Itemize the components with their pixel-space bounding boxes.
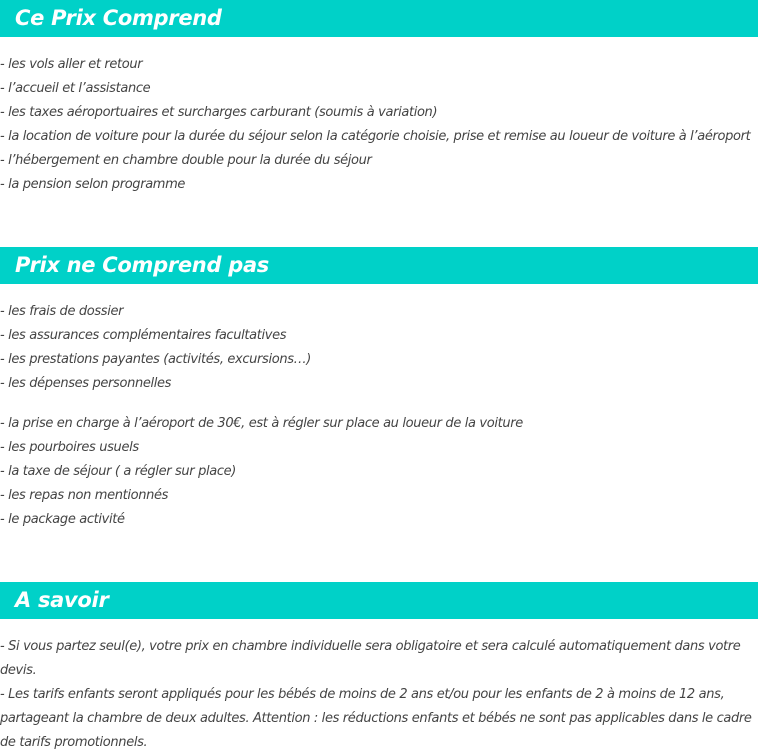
list-item: - les dépenses personnelles bbox=[0, 376, 172, 391]
list-item: - la prise en charge à l’aéroport de 30€, est à régler sur place au loueur de la voiture bbox=[0, 416, 523, 431]
note-single-room: - Si vous partez seul(e), votre prix en chambre individuelle sera obligatoire et sera calculé automatiquement dans votre devis. bbox=[0, 639, 741, 678]
list-item: - les taxes aéroportuaires et surcharges carburant (soumis à variation) bbox=[0, 105, 438, 120]
note-child-rates: - Les tarifs enfants seront appliqués pour les bébés de moins de 2 ans et/ou pour les enfants de 2 à moins de 12 ans, partageant la chambre de deux adultes. Attention : les réductions enfants et bébés ne sont pas applicables dans le cadre de tarifs promotionnels. bbox=[0, 687, 752, 750]
list-item: - les pourboires usuels bbox=[0, 440, 139, 455]
section-header-good-to-know bbox=[0, 582, 758, 619]
section-title-included: Ce Prix Comprend bbox=[15, 6, 222, 30]
list-item: - la location de voiture pour la durée du séjour selon la catégorie choisie, prise et remise au loueur de voiture à l’aéroport bbox=[0, 129, 751, 144]
included-list bbox=[0, 53, 758, 197]
section-header-not-included bbox=[0, 247, 758, 284]
list-item: - les frais de dossier bbox=[0, 304, 124, 319]
list-item: - les assurances complémentaires facultatives bbox=[0, 328, 287, 343]
not-included-list bbox=[0, 300, 758, 532]
section-title-not-included: Prix ne Comprend pas bbox=[15, 253, 270, 277]
list-item: - l’accueil et l’assistance bbox=[0, 81, 151, 96]
list-item: - le package activité bbox=[0, 512, 125, 527]
list-item: - les repas non mentionnés bbox=[0, 488, 169, 503]
section-header-included bbox=[0, 0, 758, 37]
list-item: - les vols aller et retour bbox=[0, 57, 143, 72]
list-item: - la taxe de séjour ( a régler sur place) bbox=[0, 464, 237, 479]
section-title-good-to-know: A savoir bbox=[15, 588, 109, 612]
list-item: - l’hébergement en chambre double pour la durée du séjour bbox=[0, 153, 372, 168]
list-item: - la pension selon programme bbox=[0, 177, 186, 192]
list-item: - les prestations payantes (activités, excursions…) bbox=[0, 352, 312, 367]
